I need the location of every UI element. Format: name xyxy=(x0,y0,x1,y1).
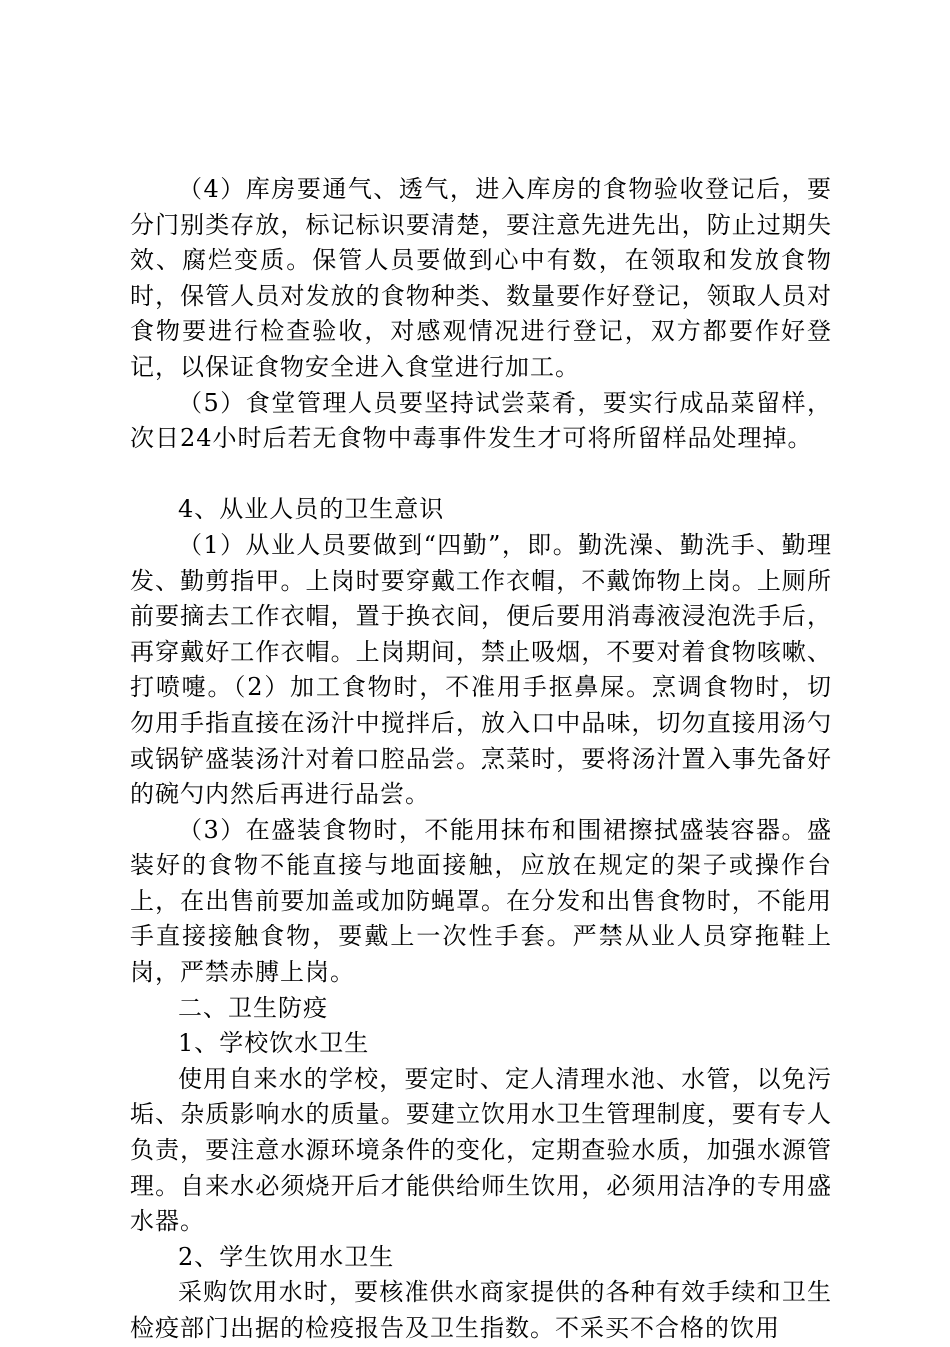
document-body xyxy=(130,172,832,1347)
section-heading-staff-hygiene: 4、从业人员的卫生意识 xyxy=(178,495,445,524)
paragraph-sample-retention: （5）食堂管理人员要坚持试尝菜肴，要实行成品菜留样，次日24小时后若无食物中毒事件发生才可将所留样品处理掉。 xyxy=(130,388,832,453)
paragraph-tap-water: 使用自来水的学校，要定时、定人清理水池、水管，以免污垢、杂质影响水的质量。要建立饮用水卫生管理制度，要有专人负责，要注意水源环境条件的变化，定期查验水质，加强水源管理。自来水必须烧开后才能供给师生饮用，必须用洁净的专用盛水器。 xyxy=(130,1064,832,1236)
paragraph-storage-rules: （4）库房要通气、透气，进入库房的食物验收登记后，要分门别类存放，标记标识要清楚，要注意先进先出，防止过期失效、腐烂变质。保管人员要做到心中有数，在领取和发放食物时，保管人员对发放的食物种类、数量要作好登记，领取人员对食物要进行检查验收，对感观情况进行登记，双方都要作好登记，以保证食物安全进入食堂进行加工。 xyxy=(130,175,832,381)
paragraph-four-diligences: （1）从业人员要做到“四勤”，即。勤洗澡、勤洗手、勤理发、勤剪指甲。上岗时要穿戴工作衣帽，不戴饰物上岗。上厕所前要摘去工作衣帽，置于换衣间，便后要用消毒液浸泡洗手后，再穿戴好工作衣帽。上岗期间，禁止吸烟，不要对着食物咳嗽、打喷嚏。（2）加工食物时，不准用手抠鼻屎。烹调食物时，切勿用手指直接在汤汁中搅拌后，放入口中品味，切勿直接用汤勺或锅铲盛装汤汁对着口腔品尝。烹菜时，要将汤汁置入事先备好的碗勺内然后再进行品尝。 xyxy=(130,530,832,809)
section-heading-student-water: 2、学生饮用水卫生 xyxy=(178,1242,395,1271)
paragraph-gap xyxy=(130,457,832,493)
paragraph-food-serving: （3）在盛装食物时，不能用抹布和围裙擦拭盛装容器。盛装好的食物不能直接与地面接触，应放在规定的架子或操作台上，在出售前要加盖或加防蝇罩。在分发和出售食物时，不能用手直接接触食物，要戴上一次性手套。严禁从业人员穿拖鞋上岗，严禁赤膊上岗。 xyxy=(130,815,832,987)
section-heading-epidemic-prevention: 二、卫生防疫 xyxy=(178,993,328,1022)
paragraph-water-purchase: 采购饮用水时，要核准供水商家提供的各种有效手续和卫生检疫部门出据的检疫报告及卫生指数。不采买不合格的饮用 xyxy=(130,1278,832,1342)
section-heading-school-water: 1、学校饮水卫生 xyxy=(178,1029,370,1058)
